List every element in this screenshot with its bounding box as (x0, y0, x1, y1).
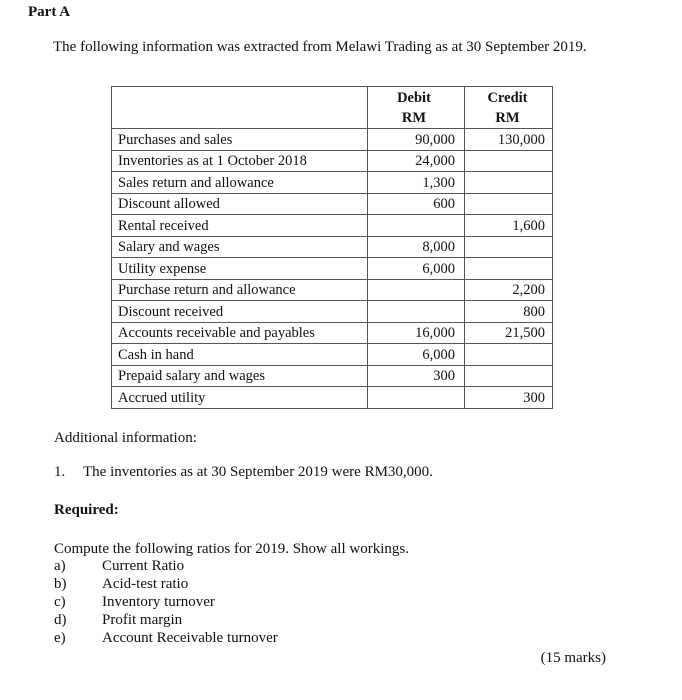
table-row (112, 365, 553, 387)
row-credit (465, 172, 553, 194)
additional-info-label: Additional information: (54, 430, 197, 446)
table-row (112, 322, 553, 344)
ratio-item (54, 575, 278, 593)
row-debit: 16,000 (368, 322, 465, 344)
row-credit (465, 150, 553, 172)
marks-label: (15 marks) (540, 650, 606, 666)
row-item: Discount allowed (112, 193, 368, 215)
table-row (112, 258, 553, 280)
row-credit: 300 (465, 387, 553, 409)
row-item: Discount received (112, 301, 368, 323)
table-row (112, 279, 553, 301)
ratio-label: e) (54, 630, 66, 646)
row-item: Salary and wages (112, 236, 368, 258)
header-blank (112, 87, 368, 108)
units-debit: RM (368, 108, 465, 129)
ratio-item (54, 629, 278, 647)
row-debit (368, 215, 465, 237)
row-credit: 1,600 (465, 215, 553, 237)
row-item: Inventories as at 1 October 2018 (112, 150, 368, 172)
header-credit: Credit (465, 87, 553, 108)
row-item: Cash in hand (112, 344, 368, 366)
row-credit (465, 258, 553, 280)
row-item: Purchases and sales (112, 129, 368, 151)
row-item: Sales return and allowance (112, 172, 368, 194)
ratio-list (54, 557, 278, 647)
row-credit (465, 365, 553, 387)
row-credit (465, 193, 553, 215)
row-debit (368, 301, 465, 323)
trial-balance-table (111, 86, 553, 409)
ratio-text: Acid-test ratio (102, 576, 189, 592)
row-credit: 2,200 (465, 279, 553, 301)
row-item: Accrued utility (112, 387, 368, 409)
units-credit: RM (465, 108, 553, 129)
row-debit: 6,000 (368, 258, 465, 280)
part-title: Part A (28, 4, 71, 20)
header-debit: Debit (368, 87, 465, 108)
table-row (112, 129, 553, 151)
table-row (112, 301, 553, 323)
row-debit (368, 387, 465, 409)
ratio-item (54, 611, 278, 629)
row-debit: 90,000 (368, 129, 465, 151)
table-row (112, 193, 553, 215)
compute-instruction: Compute the following ratios for 2019. Show all workings. (54, 541, 409, 557)
ratio-label: c) (54, 594, 66, 610)
row-credit (465, 236, 553, 258)
row-item: Prepaid salary and wages (112, 365, 368, 387)
table-row (112, 344, 553, 366)
row-debit: 600 (368, 193, 465, 215)
ratio-text: Account Receivable turnover (102, 630, 278, 646)
table-row (112, 236, 553, 258)
table-row (112, 387, 553, 409)
row-debit: 1,300 (368, 172, 465, 194)
ratio-label: a) (54, 558, 66, 574)
row-debit: 8,000 (368, 236, 465, 258)
ratio-item (54, 593, 278, 611)
row-credit: 21,500 (465, 322, 553, 344)
ratio-item (54, 557, 278, 575)
table-row (112, 215, 553, 237)
required-label: Required: (54, 502, 119, 518)
note-text: The inventories as at 30 September 2019 were RM30,000. (83, 464, 433, 480)
intro-paragraph: The following information was extracted from Melawi Trading as at 30 September 2019. (53, 39, 587, 55)
additional-note (54, 464, 433, 481)
table-row (112, 172, 553, 194)
table-row (112, 150, 553, 172)
row-item: Purchase return and allowance (112, 279, 368, 301)
note-number: 1. (54, 464, 66, 480)
row-credit: 130,000 (465, 129, 553, 151)
ratio-label: d) (54, 612, 67, 628)
row-debit: 24,000 (368, 150, 465, 172)
row-debit (368, 279, 465, 301)
ratio-text: Current Ratio (102, 558, 185, 574)
row-item: Accounts receivable and payables (112, 322, 368, 344)
ratio-text: Profit margin (102, 612, 183, 628)
units-blank (112, 108, 368, 129)
table-header-row (112, 87, 553, 108)
table-units-row (112, 108, 553, 129)
row-item: Rental received (112, 215, 368, 237)
ratio-label: b) (54, 576, 67, 592)
row-debit: 300 (368, 365, 465, 387)
ratio-text: Inventory turnover (102, 594, 215, 610)
row-credit (465, 344, 553, 366)
row-debit: 6,000 (368, 344, 465, 366)
row-item: Utility expense (112, 258, 368, 280)
row-credit: 800 (465, 301, 553, 323)
